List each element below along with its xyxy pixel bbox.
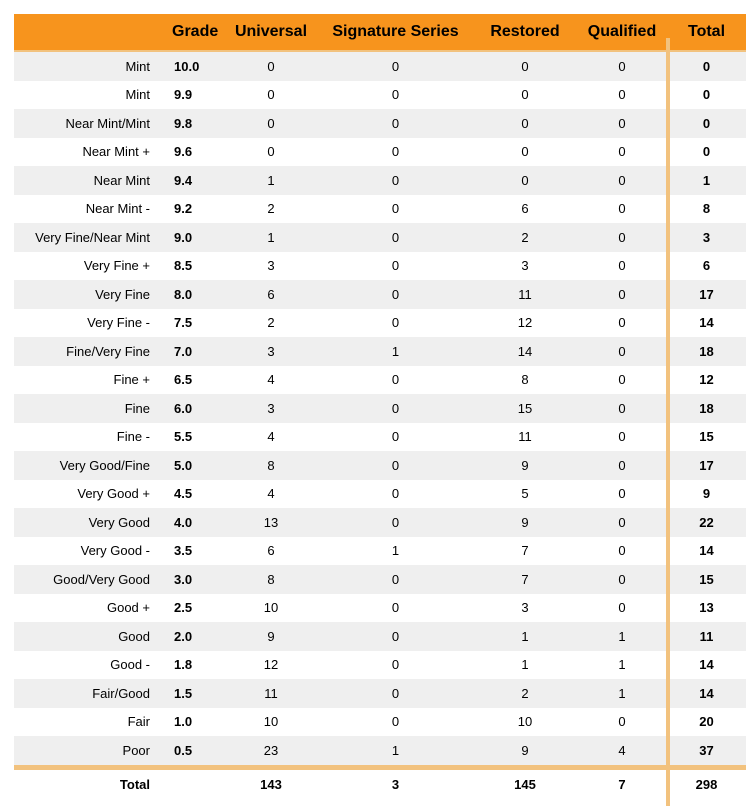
row-grade: 9.9 bbox=[174, 87, 193, 103]
row-total: 1 bbox=[702, 172, 711, 188]
row-grade: 1.8 bbox=[174, 657, 193, 673]
row-grade: 2.5 bbox=[174, 600, 193, 616]
row-restored: 9 bbox=[521, 457, 529, 473]
table-body bbox=[14, 52, 746, 765]
row-total: 11 bbox=[699, 628, 714, 644]
table-footer bbox=[14, 770, 746, 800]
table-row bbox=[14, 280, 746, 309]
row-label: Fair bbox=[127, 714, 150, 730]
table-row bbox=[14, 423, 746, 452]
row-signature: 0 bbox=[391, 571, 400, 587]
row-universal: 6 bbox=[267, 286, 275, 302]
row-restored: 11 bbox=[518, 429, 532, 445]
row-total: 22 bbox=[699, 514, 714, 530]
row-grade: 9.8 bbox=[174, 115, 193, 131]
row-total: 14 bbox=[699, 657, 714, 673]
row-restored: 7 bbox=[521, 543, 529, 559]
header-universal: Universal bbox=[234, 23, 308, 40]
row-qualified: 0 bbox=[618, 714, 626, 730]
row-grade: 5.0 bbox=[174, 457, 193, 473]
row-grade: 10.0 bbox=[174, 58, 200, 74]
row-label: Very Fine/Near Mint bbox=[35, 229, 150, 245]
row-total: 13 bbox=[699, 600, 714, 616]
table-row bbox=[14, 138, 746, 167]
row-label: Mint bbox=[125, 58, 150, 74]
row-universal: 1 bbox=[267, 172, 275, 188]
row-restored: 10 bbox=[517, 714, 533, 730]
table-row bbox=[14, 81, 746, 110]
table-row bbox=[14, 651, 746, 680]
row-total: 8 bbox=[702, 201, 711, 217]
row-signature: 0 bbox=[391, 400, 400, 416]
row-qualified: 1 bbox=[618, 628, 626, 644]
row-universal: 3 bbox=[267, 400, 275, 416]
row-grade: 3.5 bbox=[174, 543, 193, 559]
row-total: 0 bbox=[702, 87, 711, 103]
row-universal: 0 bbox=[267, 115, 275, 131]
row-universal: 23 bbox=[263, 742, 279, 758]
row-universal: 2 bbox=[267, 315, 275, 331]
row-universal: 4 bbox=[267, 372, 275, 388]
row-label: Poor bbox=[122, 742, 150, 758]
row-label: Very Good + bbox=[77, 486, 150, 502]
row-total: 37 bbox=[699, 742, 714, 758]
row-total: 17 bbox=[699, 457, 714, 473]
row-signature: 0 bbox=[391, 685, 400, 701]
row-universal: 10 bbox=[263, 714, 279, 730]
row-signature: 0 bbox=[391, 229, 400, 245]
row-restored: 0 bbox=[521, 172, 529, 188]
table-row bbox=[14, 736, 746, 765]
row-qualified: 4 bbox=[618, 742, 626, 758]
row-total: 14 bbox=[699, 543, 714, 559]
row-restored: 9 bbox=[521, 742, 529, 758]
row-grade: 8.5 bbox=[174, 258, 193, 274]
row-total: 15 bbox=[699, 429, 714, 445]
row-signature: 0 bbox=[391, 657, 400, 673]
row-restored: 9 bbox=[521, 514, 529, 530]
row-signature: 0 bbox=[391, 286, 400, 302]
row-label: Good bbox=[118, 628, 150, 644]
row-signature: 0 bbox=[391, 514, 400, 530]
row-restored: 3 bbox=[521, 258, 529, 274]
row-universal: 0 bbox=[267, 87, 275, 103]
row-universal: 12 bbox=[263, 657, 279, 673]
table-row bbox=[14, 195, 746, 224]
row-label: Very Good - bbox=[80, 543, 150, 559]
row-label: Fine bbox=[124, 400, 150, 416]
row-total: 6 bbox=[702, 258, 711, 274]
row-signature: 0 bbox=[391, 87, 400, 103]
row-qualified: 0 bbox=[618, 115, 626, 131]
footer-restored: 145 bbox=[514, 777, 536, 792]
row-total: 3 bbox=[702, 229, 711, 245]
row-signature: 0 bbox=[391, 429, 400, 445]
row-signature: 0 bbox=[391, 144, 400, 160]
header-restored: Restored bbox=[490, 23, 560, 40]
row-grade: 9.2 bbox=[174, 201, 193, 217]
row-qualified: 0 bbox=[618, 58, 626, 74]
row-qualified: 0 bbox=[618, 457, 626, 473]
row-signature: 0 bbox=[391, 258, 400, 274]
row-grade: 9.4 bbox=[174, 172, 193, 188]
table-row bbox=[14, 366, 746, 395]
row-grade: 1.0 bbox=[174, 714, 193, 730]
row-total: 14 bbox=[699, 315, 714, 331]
table-row bbox=[14, 52, 746, 81]
row-label: Very Good/Fine bbox=[59, 457, 150, 473]
row-qualified: 0 bbox=[618, 343, 626, 359]
row-restored: 1 bbox=[521, 628, 529, 644]
row-qualified: 0 bbox=[618, 87, 626, 103]
row-signature: 0 bbox=[391, 457, 400, 473]
header-qualified: Qualified bbox=[587, 23, 657, 40]
row-universal: 2 bbox=[267, 201, 275, 217]
row-restored: 2 bbox=[521, 685, 529, 701]
row-qualified: 0 bbox=[618, 514, 626, 530]
row-restored: 0 bbox=[521, 58, 529, 74]
row-qualified: 0 bbox=[618, 286, 626, 302]
footer-signature: 3 bbox=[391, 777, 400, 792]
row-restored: 15 bbox=[517, 400, 533, 416]
row-restored: 8 bbox=[521, 372, 529, 388]
row-grade: 9.6 bbox=[174, 144, 193, 160]
total-column-divider bbox=[666, 38, 670, 806]
row-total: 12 bbox=[699, 372, 714, 388]
row-grade: 5.5 bbox=[174, 429, 193, 445]
row-label: Very Good bbox=[88, 514, 150, 530]
footer-qualified: 7 bbox=[618, 777, 626, 792]
census-table bbox=[14, 14, 746, 800]
row-signature: 1 bbox=[391, 742, 400, 758]
row-grade: 4.0 bbox=[174, 514, 193, 530]
row-qualified: 1 bbox=[618, 685, 626, 701]
row-qualified: 0 bbox=[618, 543, 626, 559]
row-restored: 1 bbox=[521, 657, 529, 673]
row-grade: 6.0 bbox=[174, 400, 193, 416]
row-grade: 7.0 bbox=[174, 343, 193, 359]
row-label: Mint bbox=[125, 87, 150, 103]
row-grade: 3.0 bbox=[174, 571, 193, 587]
row-label: Fair/Good bbox=[92, 685, 150, 701]
row-universal: 8 bbox=[267, 457, 275, 473]
table-row bbox=[14, 594, 746, 623]
row-grade: 0.5 bbox=[174, 742, 193, 758]
row-signature: 0 bbox=[391, 315, 400, 331]
row-grade: 4.5 bbox=[174, 486, 193, 502]
footer-total: 298 bbox=[695, 777, 718, 792]
row-restored: 3 bbox=[521, 600, 529, 616]
table-header bbox=[14, 14, 746, 52]
row-signature: 0 bbox=[391, 486, 400, 502]
footer-label: Total bbox=[119, 777, 150, 792]
row-restored: 2 bbox=[521, 229, 529, 245]
table-row bbox=[14, 480, 746, 509]
row-signature: 0 bbox=[391, 115, 400, 131]
row-qualified: 0 bbox=[618, 429, 626, 445]
row-qualified: 0 bbox=[618, 229, 626, 245]
header-signature-series: Signature Series bbox=[332, 23, 459, 40]
row-qualified: 0 bbox=[618, 372, 626, 388]
table-row bbox=[14, 537, 746, 566]
row-universal: 9 bbox=[267, 628, 275, 644]
row-total: 17 bbox=[699, 286, 714, 302]
row-total: 0 bbox=[702, 144, 711, 160]
row-restored: 11 bbox=[518, 286, 532, 302]
row-universal: 0 bbox=[267, 58, 275, 74]
row-universal: 13 bbox=[263, 514, 279, 530]
row-qualified: 0 bbox=[618, 600, 626, 616]
row-restored: 0 bbox=[521, 144, 529, 160]
row-universal: 3 bbox=[267, 258, 275, 274]
row-restored: 5 bbox=[521, 486, 529, 502]
header-total: Total bbox=[687, 23, 726, 40]
footer-universal: 143 bbox=[260, 777, 282, 792]
row-label: Fine - bbox=[116, 429, 150, 445]
row-grade: 1.5 bbox=[174, 685, 193, 701]
row-signature: 0 bbox=[391, 372, 400, 388]
row-total: 9 bbox=[702, 486, 711, 502]
row-total: 20 bbox=[699, 714, 714, 730]
row-grade: 8.0 bbox=[174, 286, 193, 302]
row-grade: 2.0 bbox=[174, 628, 193, 644]
table-row bbox=[14, 223, 746, 252]
table-row bbox=[14, 337, 746, 366]
row-label: Fine/Very Fine bbox=[66, 343, 150, 359]
row-signature: 0 bbox=[391, 600, 400, 616]
row-qualified: 0 bbox=[618, 144, 626, 160]
row-qualified: 0 bbox=[618, 315, 626, 331]
row-qualified: 0 bbox=[618, 258, 626, 274]
row-signature: 0 bbox=[391, 628, 400, 644]
row-label: Near Mint - bbox=[85, 201, 150, 217]
table-row bbox=[14, 622, 746, 651]
row-total: 0 bbox=[702, 58, 711, 74]
row-universal: 4 bbox=[267, 429, 275, 445]
row-qualified: 1 bbox=[618, 657, 626, 673]
row-total: 0 bbox=[702, 115, 711, 131]
row-grade: 7.5 bbox=[174, 315, 193, 331]
table-row bbox=[14, 109, 746, 138]
table-row bbox=[14, 166, 746, 195]
row-label: Very Fine bbox=[95, 286, 150, 302]
row-restored: 0 bbox=[521, 115, 529, 131]
row-label: Good + bbox=[106, 600, 150, 616]
table-row bbox=[14, 252, 746, 281]
table-row bbox=[14, 708, 746, 737]
row-qualified: 0 bbox=[618, 571, 626, 587]
row-restored: 6 bbox=[521, 201, 529, 217]
row-qualified: 0 bbox=[618, 400, 626, 416]
row-total: 18 bbox=[699, 343, 714, 359]
row-label: Near Mint + bbox=[82, 144, 150, 160]
row-total: 18 bbox=[699, 400, 714, 416]
row-label: Fine + bbox=[113, 372, 150, 388]
table-row bbox=[14, 394, 746, 423]
table-row bbox=[14, 451, 746, 480]
row-universal: 8 bbox=[267, 571, 275, 587]
table-row bbox=[14, 565, 746, 594]
header-grade: Grade bbox=[172, 23, 219, 40]
row-universal: 1 bbox=[267, 229, 275, 245]
row-grade: 9.0 bbox=[174, 229, 193, 245]
row-qualified: 0 bbox=[618, 172, 626, 188]
row-universal: 10 bbox=[263, 600, 279, 616]
row-label: Very Fine + bbox=[83, 258, 150, 274]
row-signature: 0 bbox=[391, 58, 400, 74]
row-restored: 12 bbox=[517, 315, 533, 331]
row-label: Near Mint bbox=[93, 172, 150, 188]
row-universal: 11 bbox=[264, 685, 278, 701]
row-qualified: 0 bbox=[618, 486, 626, 502]
row-signature: 1 bbox=[391, 543, 400, 559]
table-row bbox=[14, 309, 746, 338]
row-universal: 3 bbox=[267, 343, 275, 359]
row-label: Good - bbox=[110, 657, 150, 673]
row-restored: 0 bbox=[521, 87, 529, 103]
row-restored: 14 bbox=[517, 343, 533, 359]
row-signature: 0 bbox=[391, 714, 400, 730]
row-qualified: 0 bbox=[618, 201, 626, 217]
row-signature: 1 bbox=[391, 343, 400, 359]
row-universal: 0 bbox=[267, 144, 275, 160]
row-label: Good/Very Good bbox=[53, 571, 150, 587]
row-universal: 6 bbox=[267, 543, 275, 559]
row-label: Near Mint/Mint bbox=[65, 115, 150, 131]
row-universal: 4 bbox=[267, 486, 275, 502]
row-restored: 7 bbox=[521, 571, 529, 587]
row-grade: 6.5 bbox=[174, 372, 193, 388]
row-signature: 0 bbox=[391, 172, 400, 188]
row-label: Very Fine - bbox=[87, 315, 150, 331]
row-total: 14 bbox=[699, 685, 714, 701]
table-row bbox=[14, 679, 746, 708]
row-signature: 0 bbox=[391, 201, 400, 217]
table-row bbox=[14, 508, 746, 537]
row-total: 15 bbox=[699, 571, 714, 587]
